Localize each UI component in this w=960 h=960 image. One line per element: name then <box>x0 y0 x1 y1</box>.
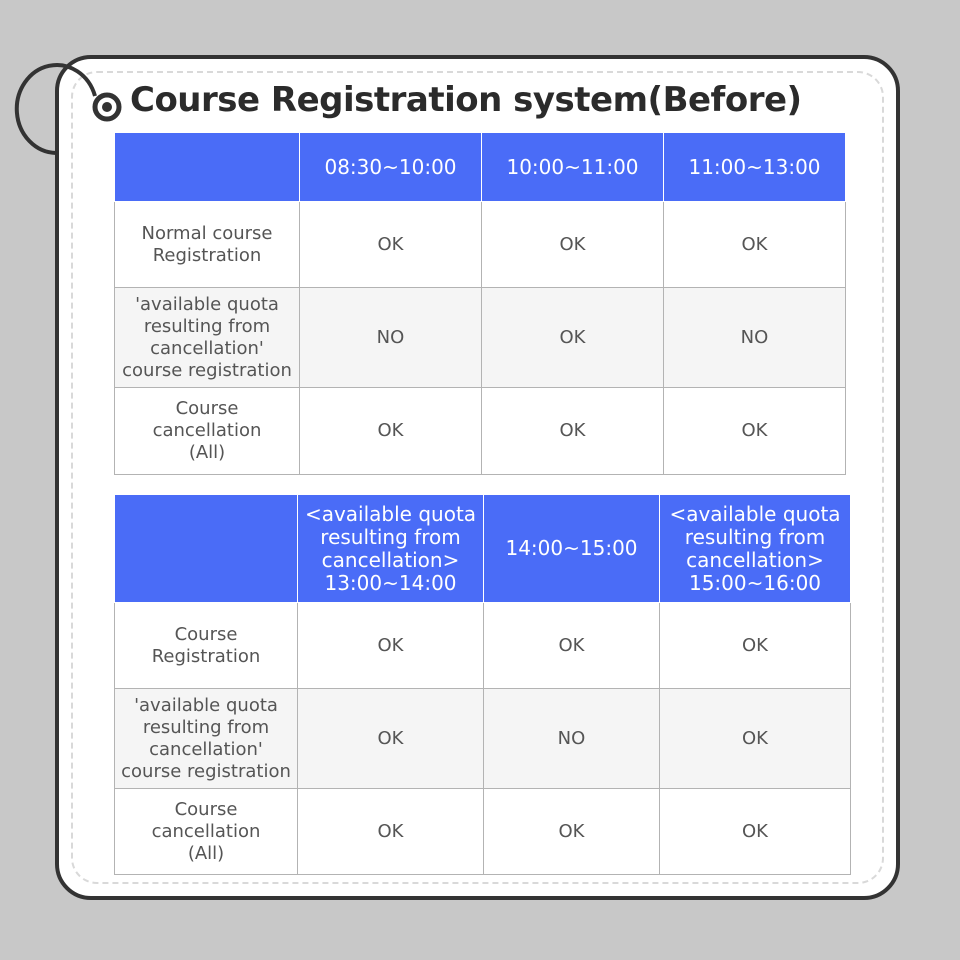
status-cell: OK <box>664 388 846 475</box>
header-cell-empty <box>115 495 298 603</box>
table-row <box>115 603 851 689</box>
header-cell-time: <available quota resulting from cancellation> 15:00~16:00 <box>660 495 851 603</box>
table-row <box>115 789 851 875</box>
row-label: Normal course Registration <box>115 202 300 288</box>
header-cell-time: 11:00~13:00 <box>664 133 846 202</box>
status-cell: OK <box>300 202 482 288</box>
status-cell: OK <box>298 789 484 875</box>
status-cell: OK <box>660 689 851 789</box>
status-cell: OK <box>484 789 660 875</box>
binder-ring-icon <box>0 0 140 140</box>
row-label: Course cancellation (All) <box>115 388 300 475</box>
status-cell: OK <box>482 288 664 388</box>
status-cell: OK <box>484 603 660 689</box>
row-label: 'available quota resulting from cancellation' course registration <box>115 288 300 388</box>
header-cell-empty <box>115 133 300 202</box>
row-label: 'available quota resulting from cancellation' course registration <box>115 689 298 789</box>
status-cell: OK <box>300 388 482 475</box>
row-label: Course Registration <box>115 603 298 689</box>
status-cell: OK <box>660 789 851 875</box>
header-cell-time: 14:00~15:00 <box>484 495 660 603</box>
header-cell-time: 10:00~11:00 <box>482 133 664 202</box>
header-cell-time: <available quota resulting from cancellation> 13:00~14:00 <box>298 495 484 603</box>
header-cell-time: 08:30~10:00 <box>300 133 482 202</box>
page-title: Course Registration system(Before) <box>130 80 802 120</box>
status-cell: OK <box>664 202 846 288</box>
schedule-table-2 <box>114 494 851 875</box>
status-cell: OK <box>482 388 664 475</box>
table-header-row <box>115 133 846 202</box>
status-cell: OK <box>298 603 484 689</box>
schedule-table-1 <box>114 132 846 475</box>
status-cell: OK <box>660 603 851 689</box>
status-cell: OK <box>298 689 484 789</box>
status-cell: NO <box>300 288 482 388</box>
status-cell: NO <box>484 689 660 789</box>
row-label: Course cancellation (All) <box>115 789 298 875</box>
table-row <box>115 388 846 475</box>
table-row <box>115 202 846 288</box>
table-row <box>115 689 851 789</box>
table-row <box>115 288 846 388</box>
table-header-row <box>115 495 851 603</box>
status-cell: OK <box>482 202 664 288</box>
status-cell: NO <box>664 288 846 388</box>
